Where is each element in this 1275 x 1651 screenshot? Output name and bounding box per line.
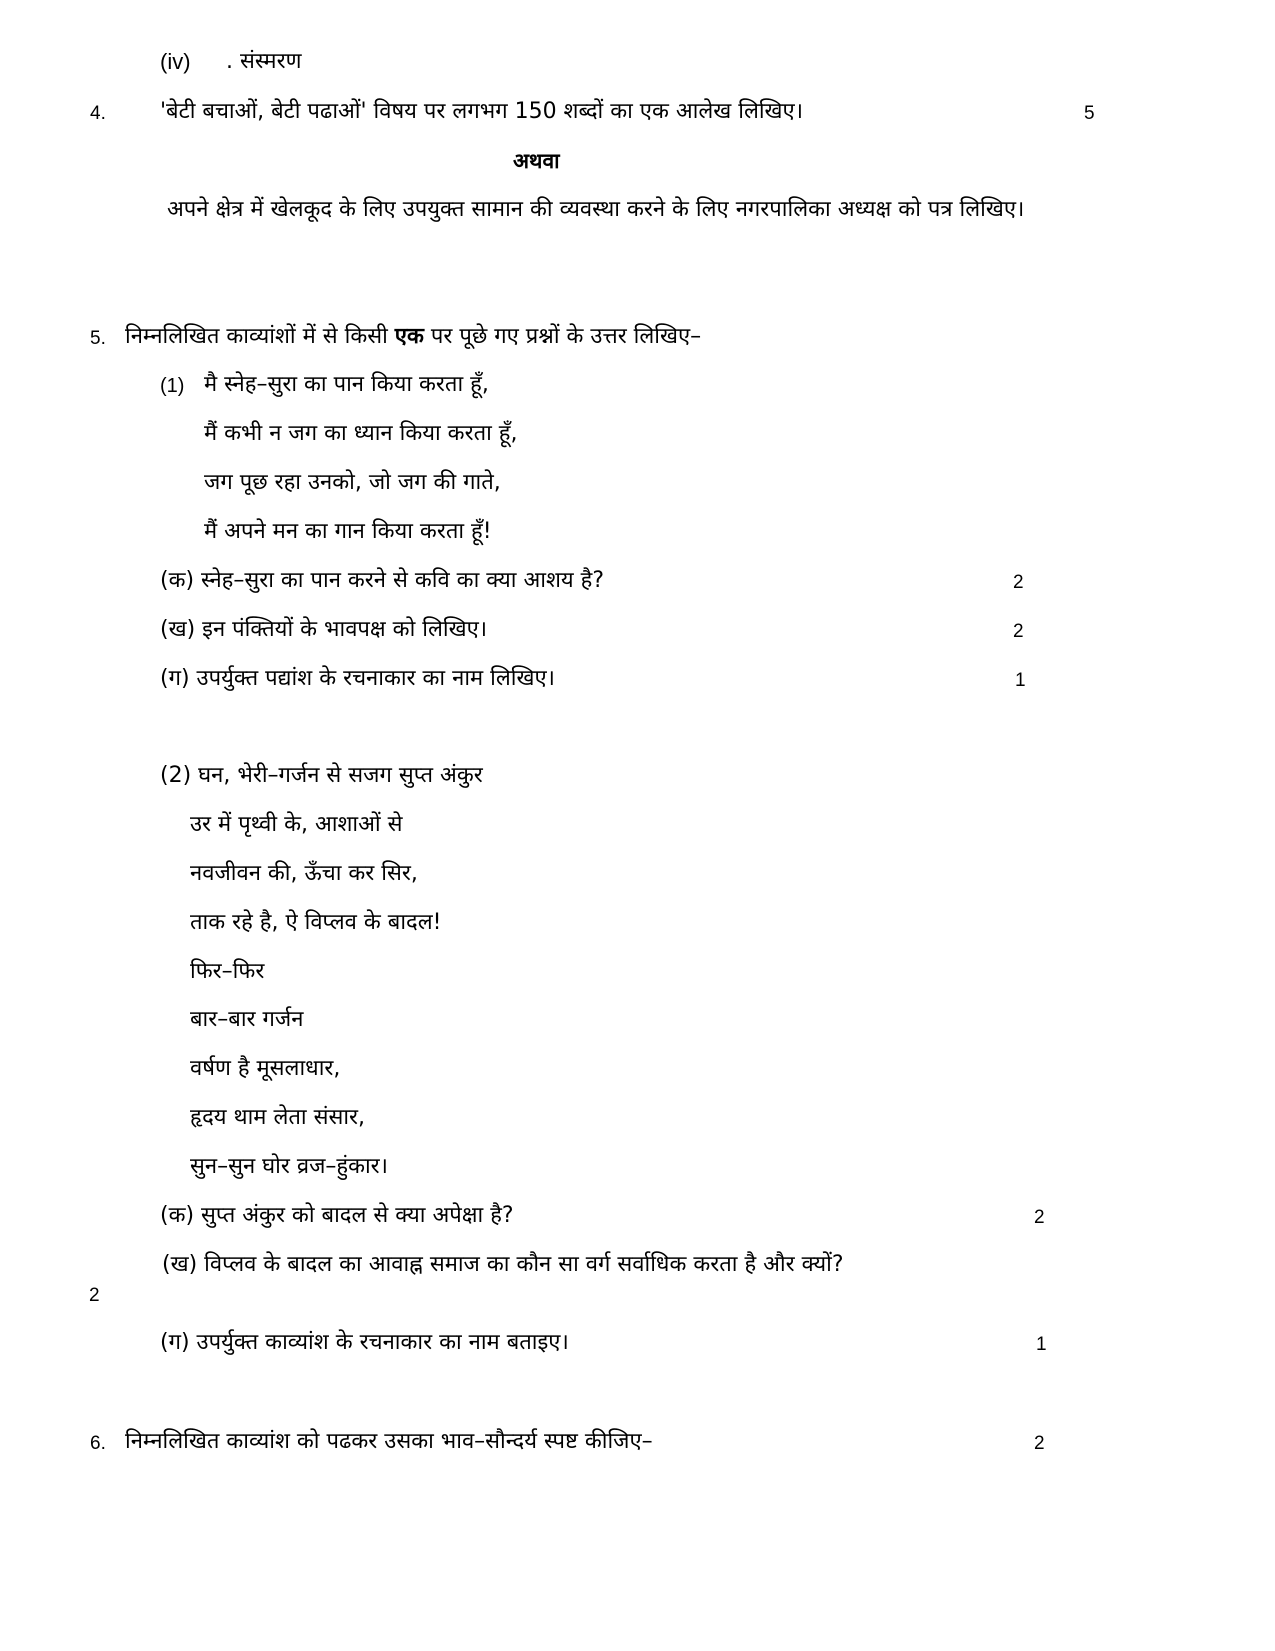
poem-2-question-ka-marks: 2	[1034, 1207, 1045, 1228]
poem-1-line: मैं अपने मन का गान किया करता हूँ!	[204, 519, 492, 544]
question-6-text: निम्नलिखित काव्यांश को पढकर उसका भाव–सौन्दर्य स्पष्ट कीजिए–	[125, 1429, 653, 1454]
poem-1-line: मैं कभी न जग का ध्यान किया करता हूँ,	[204, 421, 518, 446]
poem-1-question-ka: (क) स्नेह–सुरा का पान करने से कवि का क्या आशय है?	[160, 568, 605, 593]
poem-2-first-line: (2) घन, भेरी–गर्जन से सजग सुप्त अंकुर	[160, 763, 483, 788]
poem-2-question-ga-marks: 1	[1036, 1334, 1047, 1355]
poem-2-line: हृदय थाम लेता संसार,	[190, 1105, 366, 1130]
emphasis-one: एक	[394, 324, 424, 349]
question-6-marks: 2	[1034, 1433, 1045, 1454]
question-4-marks: 5	[1084, 103, 1095, 124]
option-iv-label: (iv)	[160, 49, 191, 74]
or-label: अथवा	[513, 149, 560, 173]
poem-2-line: वर्षण है मूसलाधार,	[190, 1056, 341, 1081]
question-4-alt-text: अपने क्षेत्र में खेलकूद के लिए उपयुक्त सामान की व्यवस्था करने के लिए नगरपालिका अध्यक्ष को पत्र लिखिए।	[167, 197, 1025, 222]
poem-1-line: मै स्नेह–सुरा का पान किया करता हूँ,	[204, 372, 489, 397]
poem-2-line: उर में पृथ्वी के, आशाओं से	[190, 812, 403, 837]
poem-2-line: फिर–फिर	[190, 959, 265, 984]
poem-2-question-ga: (ग) उपर्युक्त काव्यांश के रचनाकार का नाम बताइए।	[160, 1330, 569, 1355]
poem-2-question-kha: (ख) विप्लव के बादल का आवाह्न समाज का कौन सा वर्ग सर्वाधिक करता है और क्यों?	[162, 1252, 844, 1277]
question-5-intro: निम्नलिखित काव्यांशों में से किसी एक पर पूछे गए प्रश्नों के उत्तर लिखिए–	[125, 324, 702, 349]
poem-2-line: सुन–सुन घोर व्रज–हुंकार।	[190, 1154, 389, 1179]
poem-2-question-ka: (क) सुप्त अंकुर को बादल से क्या अपेक्षा है?	[160, 1203, 514, 1228]
question-5-number: 5.	[90, 328, 106, 349]
poem-1-question-ga: (ग) उपर्युक्त पद्यांश के रचनाकार का नाम लिखिए।	[160, 666, 555, 691]
poem-1-question-kha-marks: 2	[1013, 621, 1024, 642]
question-6-number: 6.	[90, 1433, 106, 1454]
poem-2-question-kha-marks: 2	[89, 1285, 100, 1306]
question-4-number: 4.	[90, 103, 106, 124]
poem-1-question-ka-marks: 2	[1013, 572, 1024, 593]
poem-2-line: बार–बार गर्जन	[190, 1007, 304, 1032]
poem-2-line: ताक रहे है, ऐ विप्लव के बादल!	[190, 910, 442, 935]
poem-1-line: जग पूछ रहा उनको, जो जग की गाते,	[204, 470, 501, 495]
poem-1-question-kha: (ख) इन पंक्तियों के भावपक्ष को लिखिए।	[160, 617, 488, 642]
poem-1-question-ga-marks: 1	[1015, 670, 1026, 691]
poem-1-label: (1)	[160, 375, 185, 397]
question-4-text: 'बेटी बचाओं, बेटी पढाओं' विषय पर लगभग 150 शब्दों का एक आलेख लिखिए।	[160, 99, 804, 124]
option-iv-text: . संस्मरण	[226, 49, 302, 74]
poem-2-line: नवजीवन की, ऊँचा कर सिर,	[190, 861, 418, 886]
